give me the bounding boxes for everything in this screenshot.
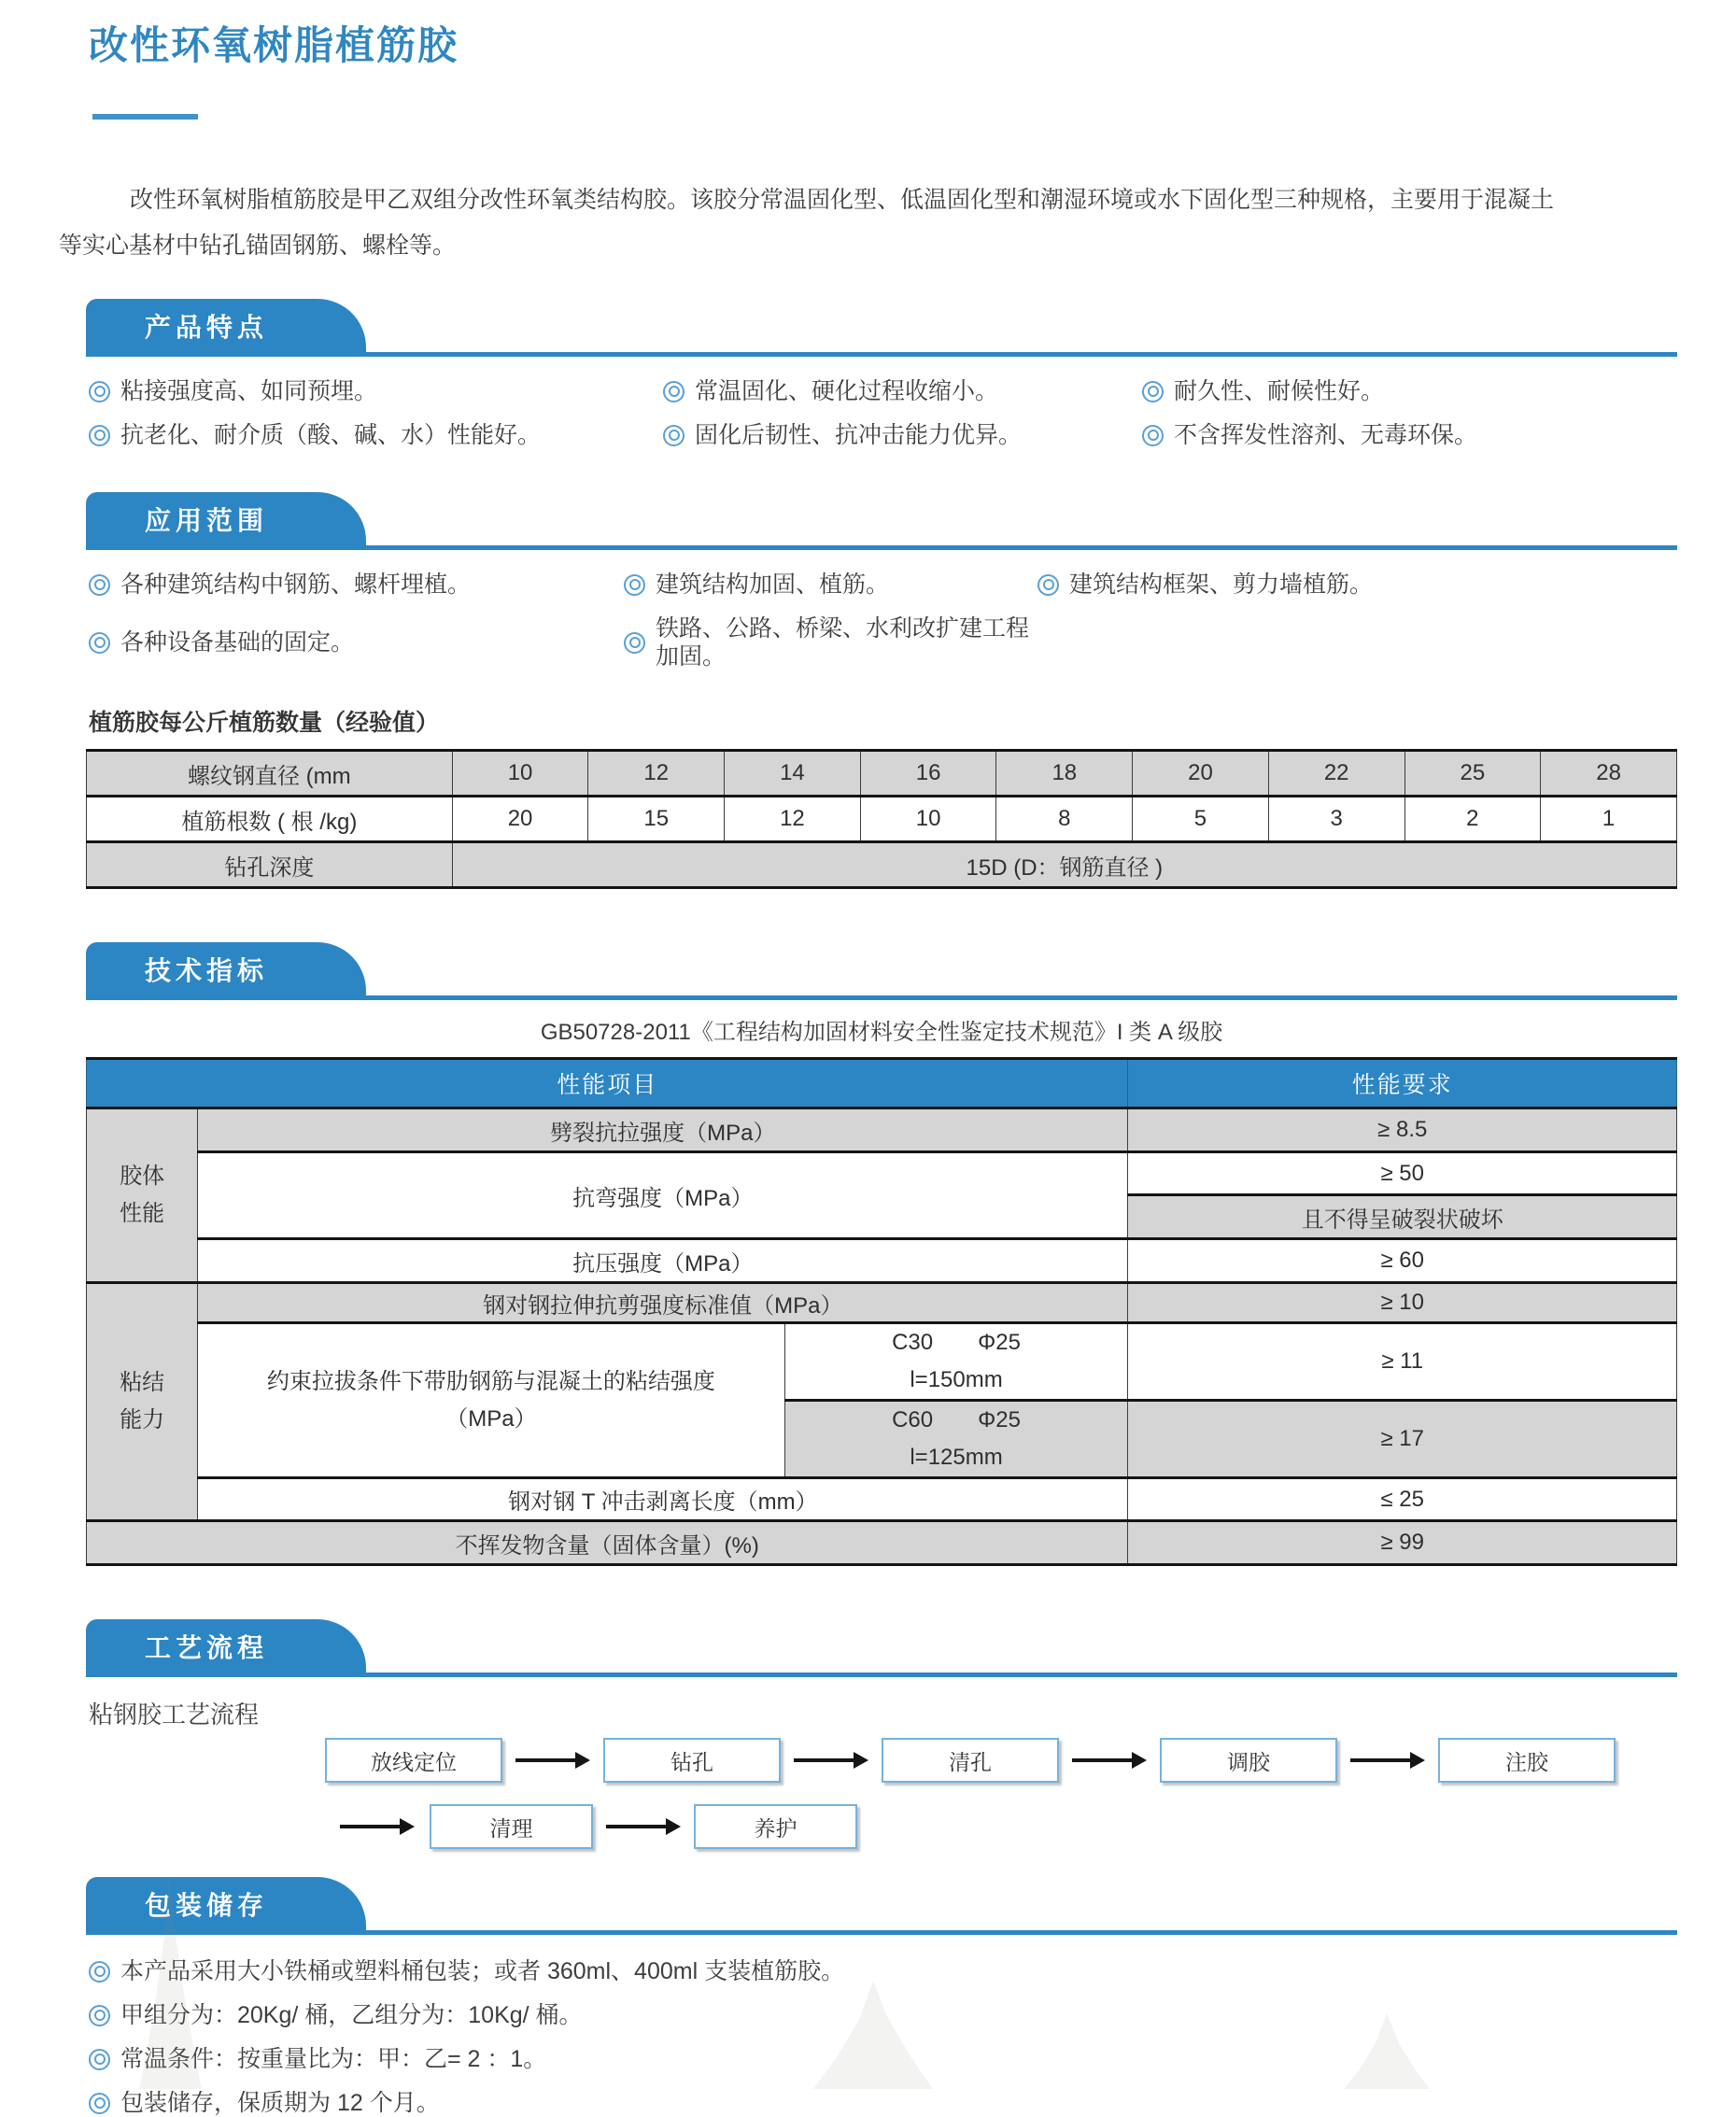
section-badge-applications — [86, 492, 366, 545]
table-header-cell: 性能要求 — [1128, 1059, 1677, 1108]
feature-text: 不含挥发性溶剂、无毒环保。 — [1174, 422, 1478, 449]
group-label-line: 性能 — [120, 1201, 165, 1227]
table-cell: 14 — [725, 751, 861, 797]
flow-step: 清理 — [430, 1804, 593, 1849]
list-item — [89, 421, 663, 449]
table-cell: 15 — [588, 797, 725, 842]
table-cell: 10 — [860, 797, 996, 842]
table-cell: 钢对钢 T 冲击剥离长度（mm） — [198, 1478, 1128, 1521]
standard-note: GB50728-2011《工程结构加固材料安全性鉴定技术规范》I 类 A 级胶 — [540, 1020, 1223, 1046]
table-cell: 抗压强度（MPa） — [198, 1239, 1128, 1283]
arrow-right-icon — [1337, 1751, 1438, 1770]
process-flow-row-1 — [325, 1738, 1677, 1783]
group-label-line: 能力 — [120, 1407, 165, 1433]
table-cell: 12 — [725, 797, 861, 842]
flow-step: 清孔 — [882, 1738, 1059, 1783]
table-header-cell: 性能项目 — [87, 1059, 1128, 1108]
bullseye-icon — [1142, 425, 1164, 446]
section-badge-process — [86, 1619, 366, 1672]
cell-text-line: 约束拉拔条件下带肋钢筋与混凝土的粘结强度 — [266, 1368, 715, 1394]
intro-line-2: 等实心基材中钻孔锚固钢筋、螺栓等。 — [59, 233, 457, 260]
features-list — [89, 377, 1677, 449]
arrow-right-icon — [325, 1817, 430, 1836]
list-item — [89, 2089, 1677, 2117]
bullseye-icon — [89, 1961, 110, 1983]
group-label-line: 胶体 — [120, 1164, 165, 1190]
bullseye-icon — [89, 2005, 110, 2026]
feature-text: 常温固化、硬化过程收缩小。 — [695, 378, 999, 405]
table-cell: 20 — [452, 797, 588, 842]
table-cell: 劈裂抗拉强度（MPa） — [198, 1108, 1128, 1152]
list-item — [624, 571, 1037, 599]
section-header-tech — [86, 942, 1677, 1000]
application-text: 各种设备基础的固定。 — [120, 629, 355, 656]
section-heading-features: 产品特点 — [144, 312, 268, 342]
packaging-text: 常温条件：按重量比为：甲：乙= 2 ：1。 — [120, 2046, 547, 2073]
cell-text-line: l=125mm — [910, 1445, 1003, 1471]
table-cell: 12 — [588, 751, 725, 797]
applications-list — [89, 571, 1677, 670]
section-header-process — [86, 1619, 1677, 1677]
list-item — [663, 377, 1142, 405]
list-item — [663, 421, 1142, 449]
table-cell: 螺纹钢直径 (mm — [87, 751, 453, 797]
section-heading-packaging: 包装储存 — [144, 1890, 268, 1920]
table-row — [87, 1283, 1677, 1323]
table-cell: 不挥发物含量（固体含量）(%) — [87, 1521, 1128, 1565]
application-text: 铁路、公路、桥梁、水利改扩建工程加固。 — [656, 615, 1030, 670]
cell-text-line: C30 Φ25 — [892, 1330, 1021, 1356]
list-item — [89, 377, 663, 405]
flow-step: 养护 — [694, 1804, 857, 1849]
arrow-right-icon — [502, 1751, 603, 1770]
application-text: 建筑结构加固、植筋。 — [656, 572, 890, 599]
table-cell: 18 — [996, 751, 1133, 797]
table-cell: 22 — [1268, 751, 1404, 797]
table-row — [87, 1521, 1677, 1565]
list-item — [89, 571, 624, 599]
section-heading-tech: 技术指标 — [144, 955, 268, 985]
table-cell: ≤ 25 — [1128, 1478, 1677, 1521]
table-row — [87, 842, 1677, 888]
table-cell — [198, 1323, 784, 1478]
table-row — [87, 1239, 1677, 1283]
cell-text-line: l=150mm — [910, 1367, 1003, 1393]
section-badge-tech — [86, 942, 366, 995]
section-heading-process: 工艺流程 — [144, 1632, 268, 1662]
table-row — [87, 797, 1677, 842]
tech-spec-table — [86, 1057, 1677, 1566]
table-cell: ≥ 10 — [1128, 1283, 1677, 1323]
table-cell: 10 — [452, 751, 588, 797]
group-cell-bonding — [87, 1283, 198, 1521]
flow-step: 注胶 — [1438, 1738, 1616, 1783]
table-cell: 15D (D：钢筋直径 ) — [452, 842, 1676, 888]
intro-line-1: 改性环氧树脂植筋胶是甲乙双组分改性环氧类结构胶。该胶分常温固化型、低温固化型和潮湿环境或水下固化型三种规格，主要用于混凝土 — [130, 187, 1555, 214]
section-header-packaging — [86, 1877, 1677, 1935]
table-cell: 20 — [1133, 751, 1269, 797]
bullseye-icon — [89, 381, 110, 402]
section-badge-packaging — [86, 1877, 366, 1930]
feature-text: 抗老化、耐介质（酸、碱、水）性能好。 — [120, 422, 542, 449]
table-cell: 5 — [1133, 797, 1269, 842]
title-underline-dash — [92, 114, 198, 120]
table-cell: 1 — [1541, 797, 1677, 842]
table-cell — [784, 1401, 1128, 1478]
table-row — [87, 1108, 1677, 1152]
table-cell: 钢对钢拉伸抗剪强度标准值（MPa） — [198, 1283, 1128, 1323]
application-text: 建筑结构框架、剪力墙植筋。 — [1069, 572, 1374, 599]
table-row — [87, 751, 1677, 797]
section-header-features — [86, 299, 1677, 357]
list-item — [89, 1957, 1677, 1985]
table-row — [87, 1152, 1677, 1195]
process-flow-row-2 — [325, 1804, 1677, 1849]
table-cell: 抗弯强度（MPa） — [198, 1152, 1128, 1239]
table-cell: 2 — [1404, 797, 1541, 842]
page-title: 改性环氧树脂植筋胶 — [89, 23, 459, 67]
bullseye-icon — [89, 425, 110, 446]
table-cell: 28 — [1541, 751, 1677, 797]
process-subtitle: 粘钢胶工艺流程 — [89, 1701, 260, 1729]
rebar-table-caption: 植筋胶每公斤植筋数量（经验值） — [89, 710, 440, 737]
feature-text: 耐久性、耐候性好。 — [1174, 378, 1385, 405]
bullseye-icon — [1142, 381, 1164, 402]
bullseye-icon — [89, 574, 110, 596]
table-cell: 8 — [996, 797, 1133, 842]
arrow-right-icon — [593, 1817, 694, 1836]
section-header-applications — [86, 492, 1677, 550]
list-item — [624, 614, 1037, 670]
feature-text: 粘接强度高、如同预埋。 — [120, 378, 378, 405]
flow-step: 调胶 — [1160, 1738, 1337, 1783]
application-text: 各种建筑结构中钢筋、螺杆埋植。 — [120, 572, 472, 599]
table-row — [87, 1478, 1677, 1521]
table-cell: ≥ 60 — [1128, 1239, 1677, 1283]
feature-text: 固化后韧性、抗冲击能力优异。 — [695, 422, 1023, 449]
table-cell: 16 — [860, 751, 996, 797]
section-badge-features — [86, 299, 366, 352]
group-label-line: 粘结 — [120, 1370, 165, 1396]
list-item — [89, 614, 624, 670]
bullseye-icon — [624, 574, 645, 596]
table-cell: 25 — [1404, 751, 1541, 797]
table-cell: ≥ 17 — [1128, 1401, 1677, 1478]
cell-text-line: （MPa） — [445, 1405, 537, 1432]
table-cell: ≥ 11 — [1128, 1323, 1677, 1401]
bullseye-icon — [89, 2049, 110, 2070]
cell-text-line: C60 Φ25 — [892, 1407, 1021, 1433]
rebar-count-table — [86, 749, 1677, 889]
table-cell: ≥ 50 — [1128, 1152, 1677, 1195]
section-heading-applications: 应用范围 — [144, 505, 268, 535]
table-cell: ≥ 99 — [1128, 1521, 1677, 1565]
list-item — [1037, 571, 1677, 599]
table-row — [87, 1059, 1677, 1108]
table-cell: ≥ 8.5 — [1128, 1108, 1677, 1152]
bullseye-icon — [663, 381, 685, 402]
bullseye-icon — [663, 425, 685, 446]
flow-step: 钻孔 — [603, 1738, 781, 1783]
packaging-text: 包装储存，保质期为 12 个月。 — [120, 2090, 440, 2117]
group-cell-colloid — [87, 1108, 198, 1283]
table-row — [87, 1323, 1677, 1401]
table-cell: 钻孔深度 — [87, 842, 453, 888]
packaging-text: 本产品采用大小铁桶或塑料桶包装；或者 360ml、400ml 支装植筋胶。 — [120, 1958, 845, 1985]
list-item — [1142, 421, 1677, 449]
table-cell: 3 — [1268, 797, 1404, 842]
packaging-text: 甲组分为：20Kg/ 桶，乙组分为：10Kg/ 桶。 — [120, 2002, 583, 2029]
bullseye-icon — [1037, 574, 1059, 596]
list-item — [1142, 377, 1677, 405]
bullseye-icon — [89, 632, 110, 654]
bullseye-icon — [89, 2093, 110, 2114]
bullseye-icon — [624, 632, 645, 654]
arrow-right-icon — [1059, 1751, 1160, 1770]
table-cell: 且不得呈破裂状破坏 — [1128, 1195, 1677, 1239]
flow-step: 放线定位 — [325, 1738, 502, 1783]
arrow-right-icon — [781, 1751, 882, 1770]
table-cell: 植筋根数 ( 根 /kg) — [87, 797, 453, 842]
intro-paragraph — [59, 177, 1680, 269]
table-cell — [784, 1323, 1128, 1401]
